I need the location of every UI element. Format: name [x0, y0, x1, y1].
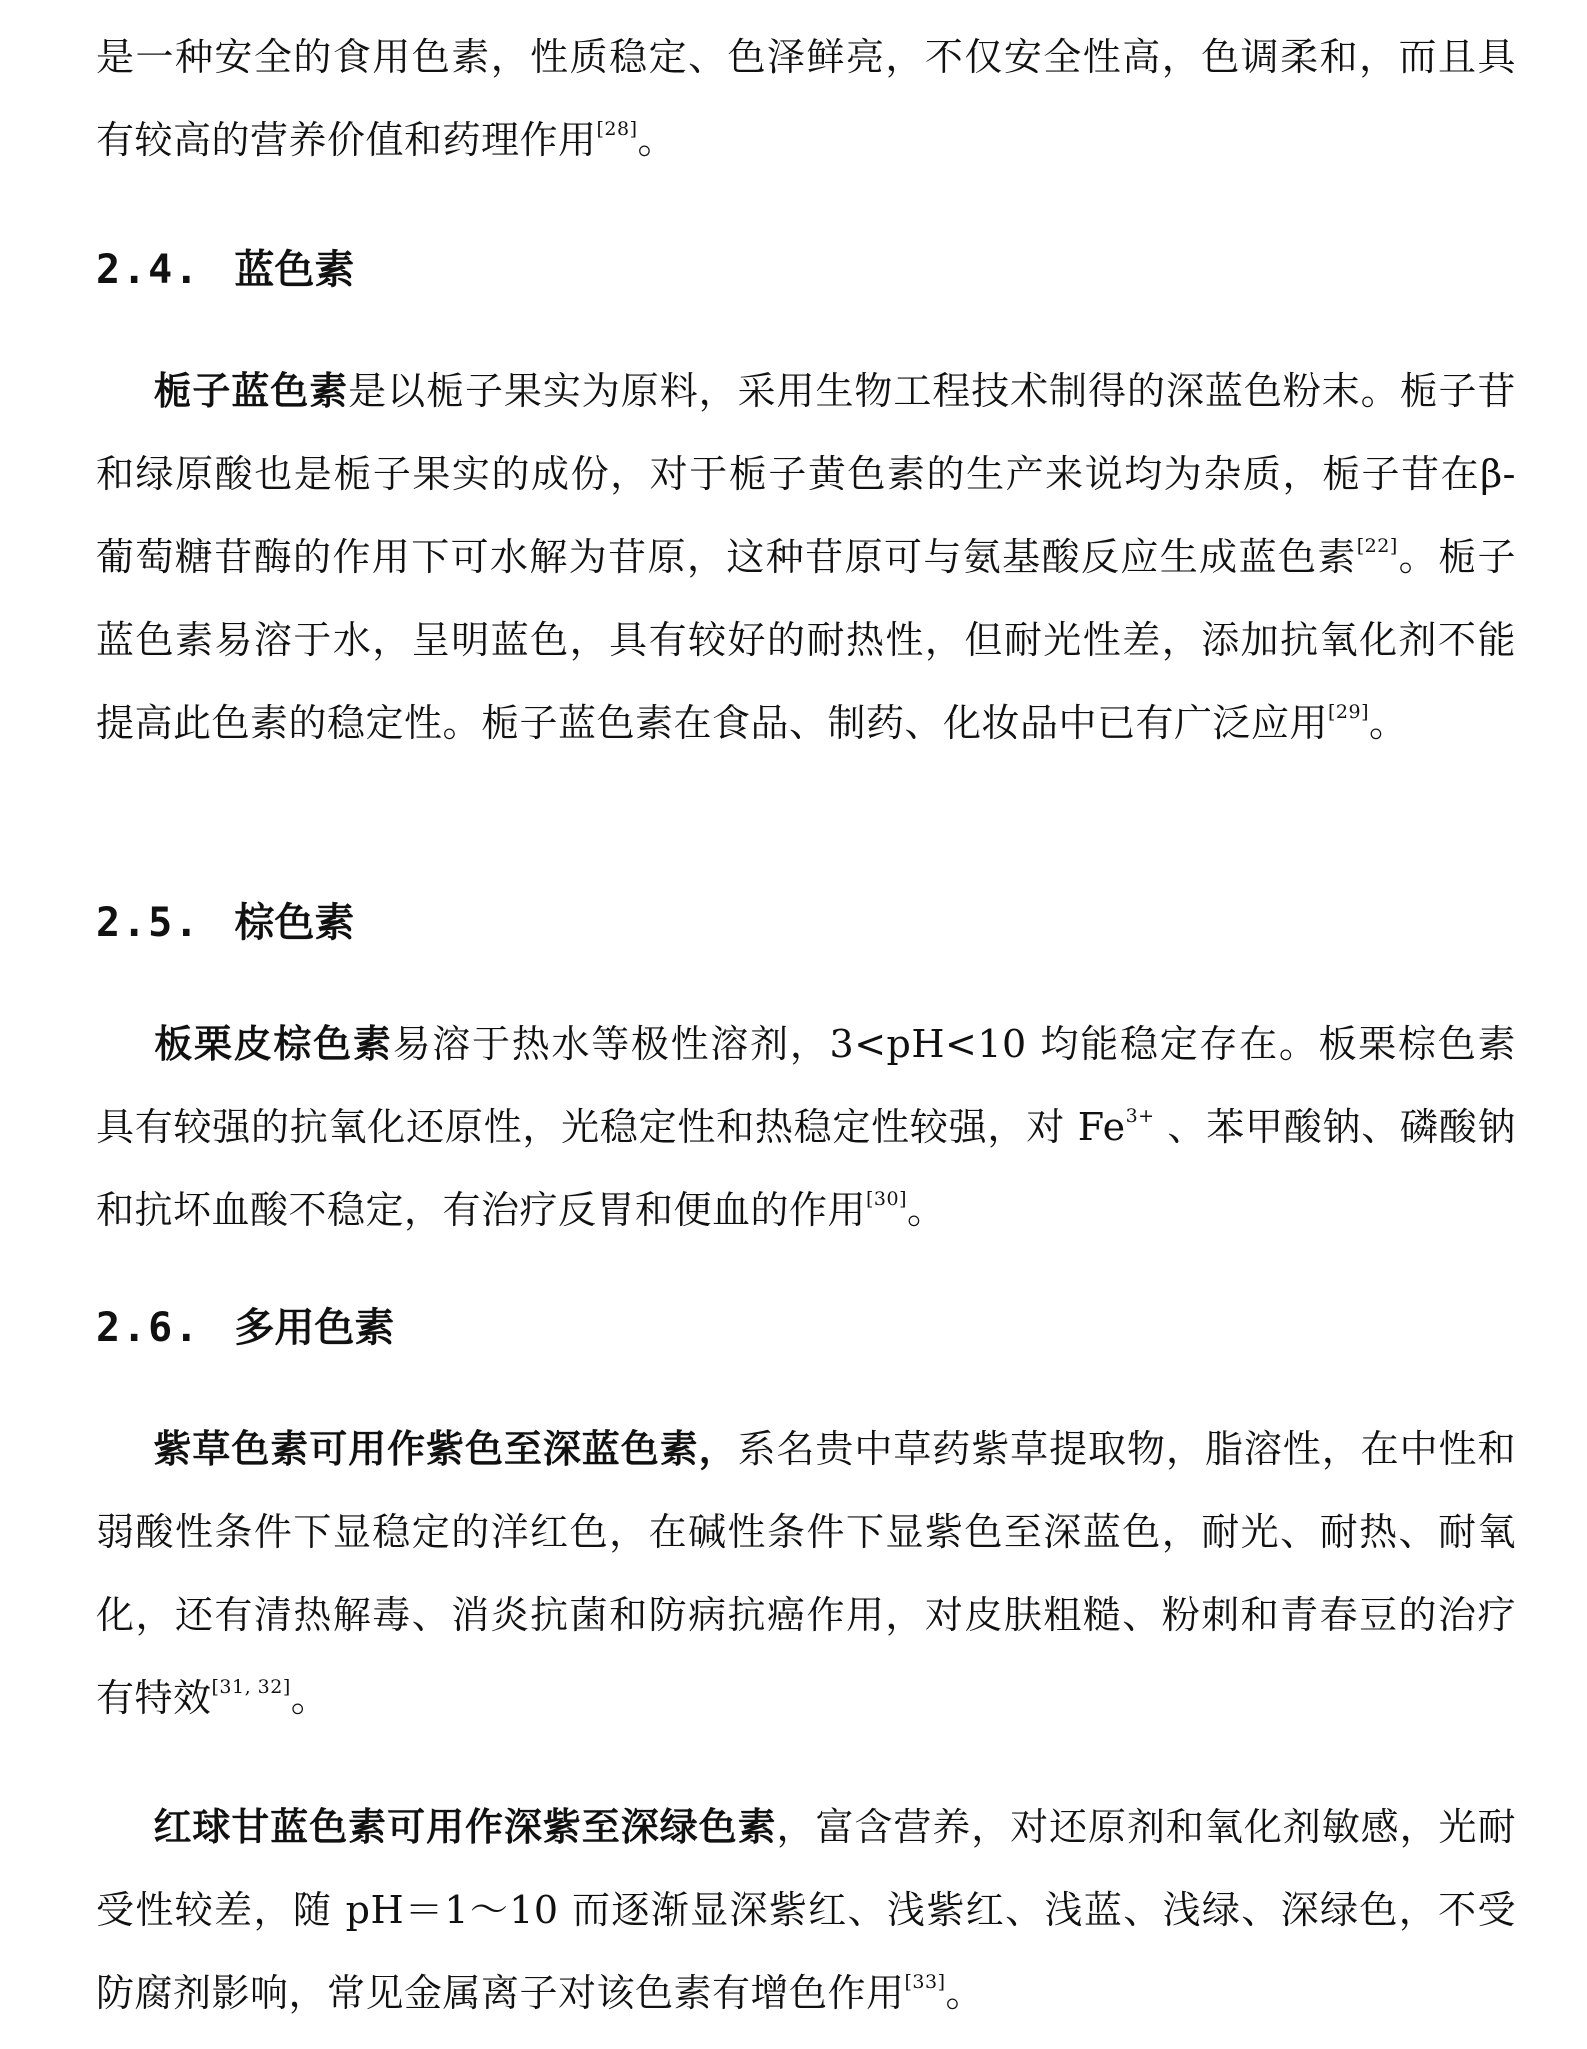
paragraph-end: 。 [907, 1188, 946, 1232]
term-gardenia-blue: 栀子蓝色素 [153, 368, 349, 413]
citation-33: [33] [904, 1971, 946, 1993]
intro-end: 。 [637, 118, 677, 162]
paragraph-text: 系名贵中草药紫草提取物，脂溶性，在中性和弱酸性条件下显稳定的洋红色，在碱性条件下显紫色至深蓝色，耐光、耐热、耐氧化，还有清热解毒、消炎抗菌和防病抗癌作用，对皮肤粗糙、粉刺和青春豆的治疗有特效 [96, 1427, 1516, 1720]
intro-paragraph [96, 16, 1516, 182]
red-cabbage-paragraph [96, 1785, 1516, 2035]
paragraph-text: ，富含营养，对还原剂和氧化剂敏感，光耐受性较差，随 pH＝1～10 而逐渐显深紫红、浅紫红、浅蓝、浅绿、深绿色，不受防腐剂影响，常见金属离子对该色素有增色作用 [96, 1805, 1516, 2015]
citation-30: [30] [866, 1188, 908, 1210]
term-shikonin: 紫草色素可用作紫色至深蓝色素， [153, 1426, 738, 1471]
section-title: 棕色素 [234, 899, 355, 946]
paragraph-text: 是以栀子果实为原料，采用生物工程技术制得的深蓝色粉末。栀子苷和绿原酸也是栀子果实的成份，对于栀子黄色素的生产来说均为杂质，栀子苷在β-葡萄糖苷酶的作用下可水解为苷原，这种苷原可与氨基酸反应生成蓝色素 [96, 369, 1516, 579]
section-heading-2-5 [96, 893, 354, 953]
paragraph-end: 。 [1369, 701, 1408, 745]
term-chestnut-brown: 板栗皮棕色素 [153, 1021, 393, 1066]
paragraph-text: 。栀子蓝色素易溶于水，呈明蓝色，具有较好的耐热性，但耐光性差，添加抗氧化剂不能提高此色素的稳定性。栀子蓝色素在食品、制药、化妆品中已有广泛应用 [96, 535, 1516, 745]
section-title: 蓝色素 [234, 246, 355, 293]
section-heading-2-4 [96, 240, 354, 300]
paragraph-end: 。 [945, 1971, 985, 2015]
section-number: 2.4. [96, 247, 201, 293]
citation-29: [29] [1328, 701, 1370, 723]
citation-22: [22] [1356, 535, 1398, 557]
gardenia-blue-paragraph [96, 349, 1516, 765]
intro-text: 是一种安全的食用色素，性质稳定、色泽鲜亮，不仅安全性高，色调柔和，而且具有较高的营养价值和药理作用 [96, 35, 1516, 162]
section-title: 多用色素 [234, 1304, 395, 1351]
section-number: 2.5. [96, 900, 201, 946]
paragraph-end: 。 [290, 1676, 330, 1720]
section-heading-2-6 [96, 1298, 394, 1358]
citation-31-32: [31, 32] [211, 1676, 291, 1698]
chestnut-brown-paragraph [96, 1002, 1516, 1252]
paragraph-text: 易溶于热水等极性溶剂，3<pH<10 均能稳定存在。板栗棕色素具有较强的抗氧化还原性，光稳定性和热稳定性较强，对 Fe [96, 1022, 1516, 1149]
paragraph-text: 、苯甲酸钠、磷酸钠和抗坏血酸不稳定，有治疗反胃和便血的作用 [96, 1105, 1516, 1232]
term-red-cabbage: 红球甘蓝色素可用作深紫至深绿色素 [153, 1804, 777, 1849]
citation-28: [28] [596, 118, 638, 140]
shikonin-paragraph [96, 1407, 1516, 1740]
superscript-charge: 3+ [1125, 1105, 1155, 1127]
section-number: 2.6. [96, 1305, 201, 1351]
